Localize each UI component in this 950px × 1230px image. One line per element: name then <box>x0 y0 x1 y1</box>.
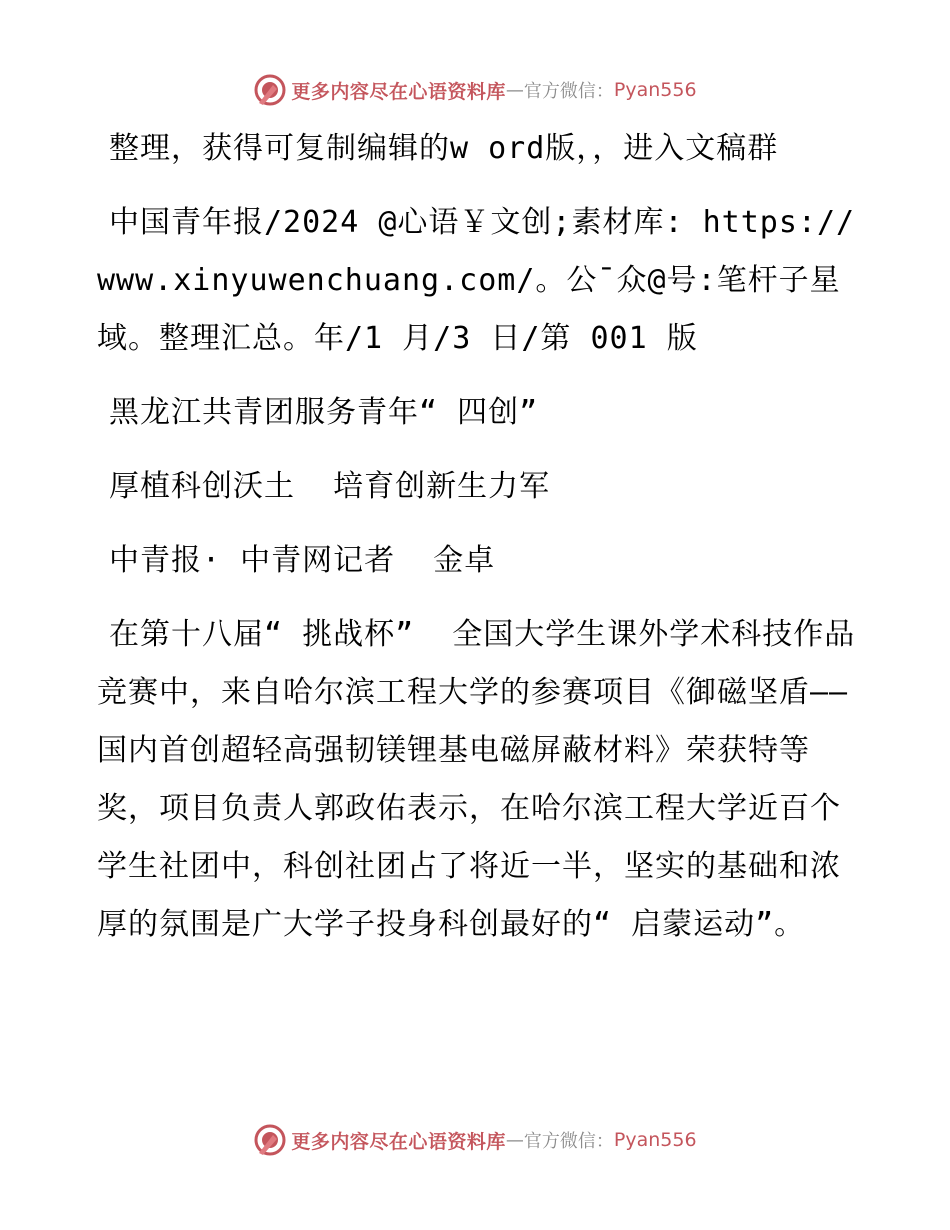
promo-text: 更多内容尽在心语资料库 <box>291 80 506 103</box>
wechat-id: Pyan556 <box>613 79 697 101</box>
banner-separator: — <box>505 1129 524 1151</box>
paragraph-headline: 黑龙江共青团服务青年“ 四创” <box>109 395 539 430</box>
wechat-id: Pyan556 <box>613 1129 697 1151</box>
footer-banner <box>0 1120 950 1160</box>
header-banner <box>0 70 950 110</box>
wechat-label: 官方微信： <box>523 1131 614 1152</box>
wechat-label: 官方微信： <box>523 81 614 102</box>
paragraph-body: 在第十八届“ 挑战杯” 全国大学生课外学术科技作品竞赛中，来自哈尔滨工程大学的参赛项目《御磁坚盾——国内首创超轻高强韧镁锂基电磁屏蔽材料》荣获特等奖，项目负责人郭政佑表示，在哈尔滨工程大学近百个学生社团中，科创社团占了将近一半，坚实的基础和浓厚的氛围是广大学子投身科创最好的“ 启蒙运动”。 <box>97 617 856 942</box>
paragraph-source: 中国青年报/2024 @心语￥文创;素材库: https://www.xinyuwenchuang.com/。公¯众@号:笔杆子星域。整理汇总。年/1 月/3 日/第 001 版 <box>97 205 856 356</box>
promo-text: 更多内容尽在心语资料库 <box>291 1130 506 1153</box>
paragraph-notice: 整理，获得可复制编辑的w ord版，，进入文稿群 <box>109 131 779 166</box>
banner-separator: — <box>505 79 524 101</box>
pen-logo-icon <box>253 73 287 107</box>
document-body <box>97 120 857 970</box>
paragraph-subheadline: 厚植科创沃土 培育创新生力军 <box>109 469 551 504</box>
pen-logo-icon <box>253 1123 287 1157</box>
paragraph-byline: 中青报· 中青网记者 金卓 <box>109 543 496 578</box>
